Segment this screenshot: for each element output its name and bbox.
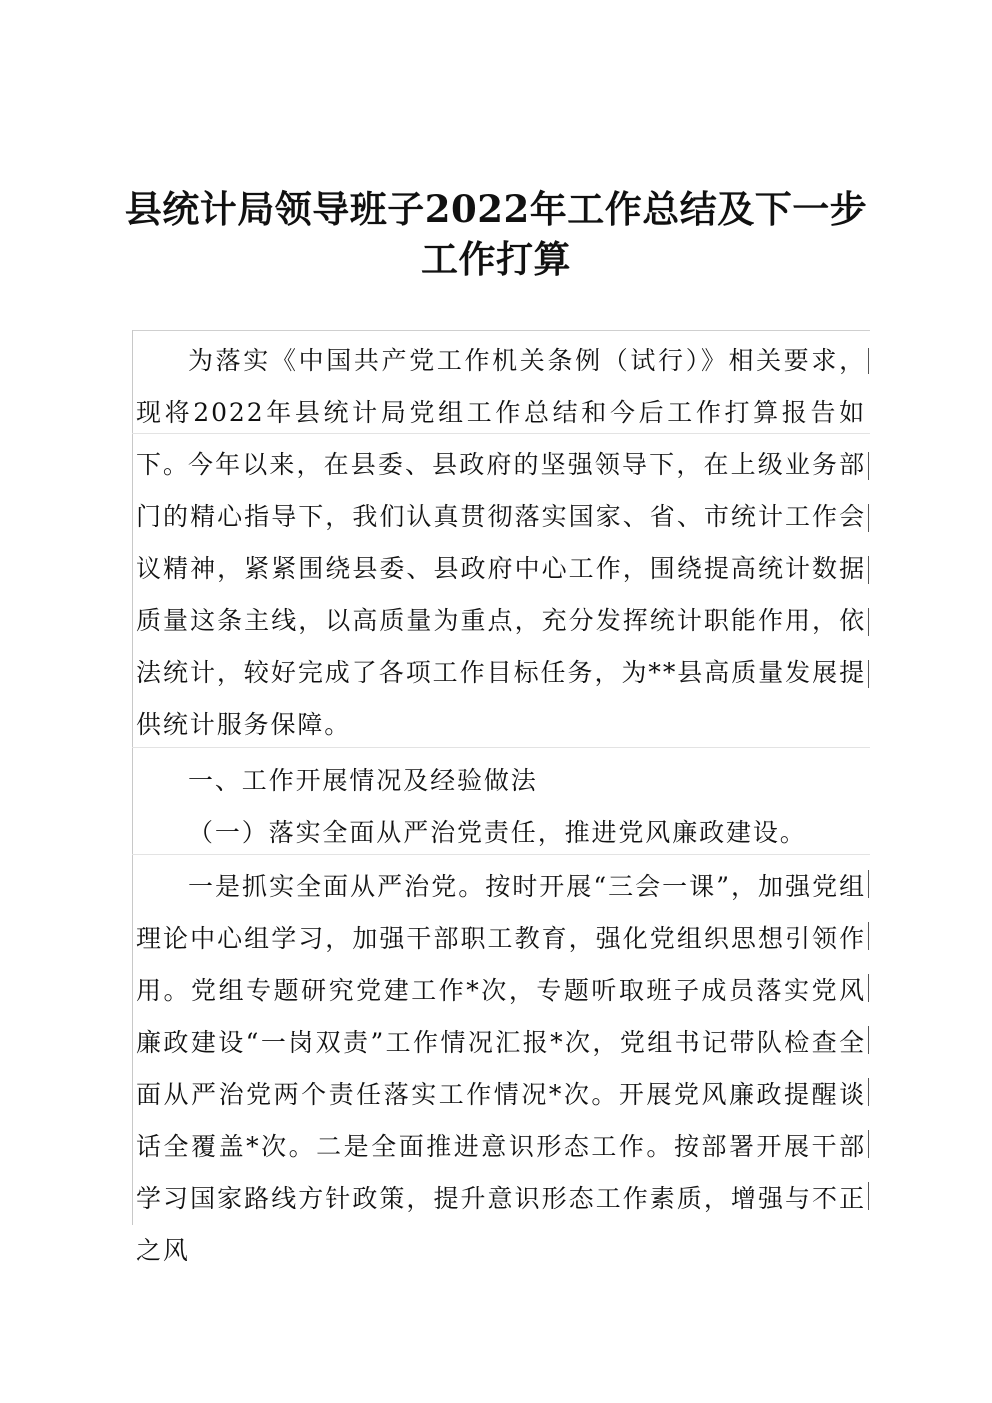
right-margin-mark: [868, 504, 869, 532]
right-margin-mark: [868, 1182, 869, 1210]
body-paragraph-intro: 为落实《中国共产党工作机关条例（试行）》相关要求，现将2022年县统计局党组工作总结和今后工作打算报告如下。: [136, 346, 866, 479]
document-title-line-2: 工作打算: [421, 237, 571, 281]
section-heading: 一、工作开展情况及经验做法: [188, 766, 538, 795]
right-margin-mark: [868, 1130, 869, 1158]
right-margin-mark: [868, 1026, 869, 1054]
right-margin-mark: [868, 870, 869, 898]
right-margin-mark: [868, 608, 869, 636]
body-paragraph-overview: 今年以来，在县委、县政府的坚强领导下，在上级业务部门的精心指导下，我们认真贯彻落实国家、省、市统计工作会议精神，紧紧围绕县委、县政府中心工作，围绕提高统计数据质量这条主线，以高质量为重点，充分发挥统计职能作用，依法统计，较好完成了各项工作目标任务，为**县高质量发展提供统计服务保障。: [136, 450, 866, 739]
document-title-line-1: 县统计局领导班子2022年工作总结及下一步: [124, 187, 868, 231]
right-margin-mark: [868, 922, 869, 950]
right-margin-mark: [868, 348, 869, 374]
right-margin-mark: [868, 556, 869, 584]
subsection-heading: （一）落实全面从严治党责任，推进党风廉政建设。: [188, 818, 807, 847]
right-margin-mark: [868, 660, 869, 688]
right-margin-mark: [868, 1078, 869, 1106]
body-paragraph-party-building: 一是抓实全面从严治党。按时开展“三会一课”，加强党组理论中心组学习，加强干部职工教育，强化党组织思想引领作用。党组专题研究党建工作*次，专题听取班子成员落实党风廉政建设“一岗双责”工作情况汇报*次，党组书记带队检查全面从严治党两个责任落实工作情况*次。开展党风廉政提醒谈话全覆盖*次。二是全面推进意识形态工作。按部署开展干部学习国家路线方针政策，提升意识形态工作素质，增强与不正之风: [136, 872, 866, 1265]
right-margin-mark: [868, 452, 869, 480]
right-margin-mark: [868, 974, 869, 1002]
frame-top-border: [132, 330, 870, 331]
frame-left-border: [132, 330, 133, 1225]
